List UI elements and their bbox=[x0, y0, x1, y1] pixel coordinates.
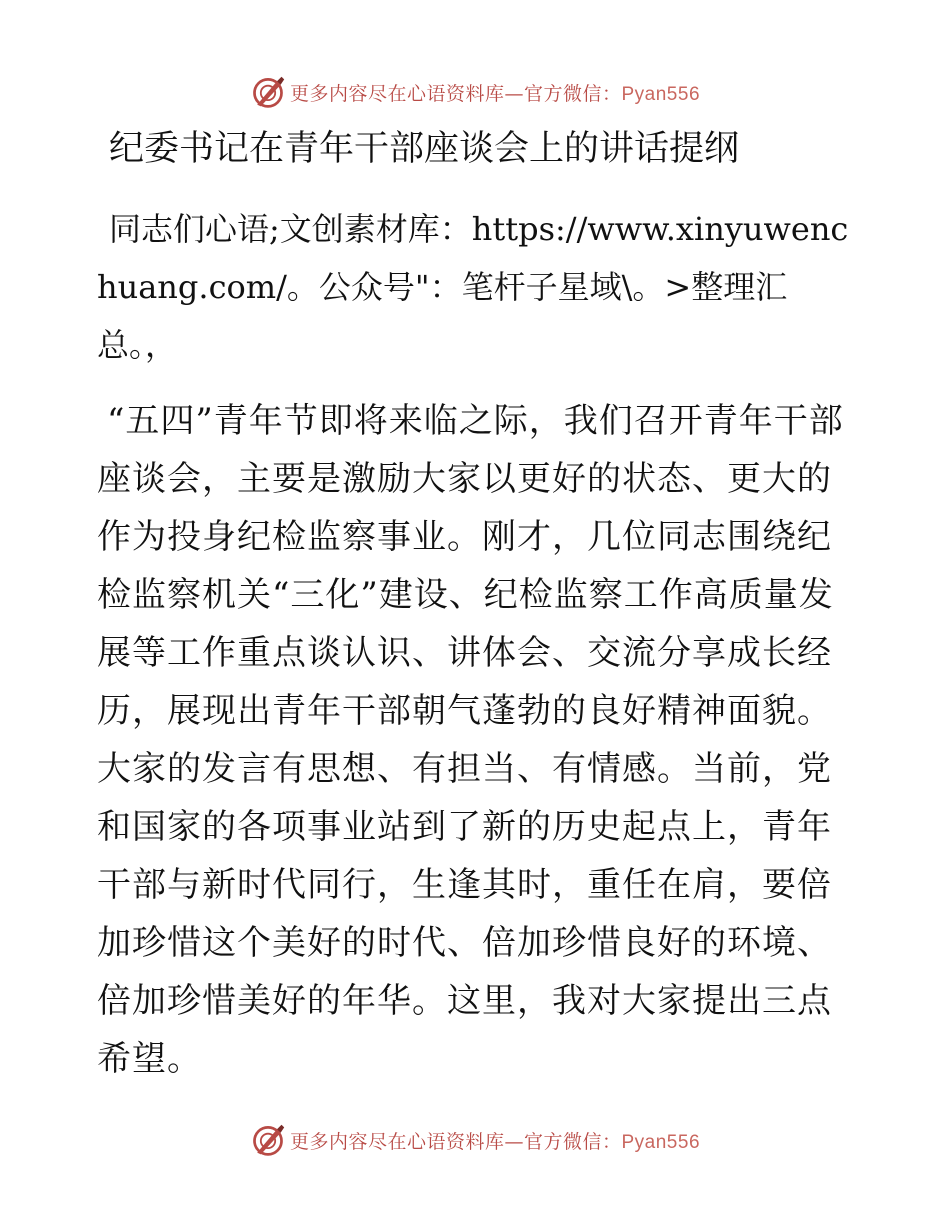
wechat-id: Pyan556 bbox=[621, 1131, 701, 1153]
body-paragraph: “五四”青年节即将来临之际，我们召开青年干部座谈会，主要是激励大家以更好的状态、更大的作为投身纪检监察事业。刚才，几位同志围绕纪检监察机关“三化”建设、纪检监察工作高质量发展等工作重点谈认识、讲体会、交流分享成长经历，展现出青年干部朝气蓬勃的良好精神面貌。大家的发言有思想、有担当、有情感。当前，党和国家的各项事业站到了新的历史起点上，青年干部与新时代同行，生逢其时，重任在肩，要倍加珍惜这个美好的时代、倍加珍惜良好的环境、倍加珍惜美好的年华。这里，我对大家提出三点希望。 bbox=[97, 401, 844, 1079]
footer-banner bbox=[0, 1118, 950, 1162]
wechat-id: Pyan556 bbox=[621, 83, 701, 105]
banner-text: 更多内容尽在心语资料库—官方微信：Pyan556 bbox=[289, 1130, 701, 1153]
document-title: 纪委书记在青年干部座谈会上的讲话提纲 bbox=[109, 129, 740, 169]
pen-logo-icon bbox=[250, 1122, 286, 1158]
pen-logo-icon bbox=[250, 74, 286, 110]
intro-paragraph: 同志们心语;文创素材库：https://www.xinyuwenchuang.com/。公众号"：笔杆子星域\。>整理汇总。， bbox=[97, 210, 849, 364]
document-body bbox=[97, 120, 849, 1088]
banner-text: 更多内容尽在心语资料库—官方微信：Pyan556 bbox=[289, 82, 701, 105]
header-banner bbox=[0, 70, 950, 114]
